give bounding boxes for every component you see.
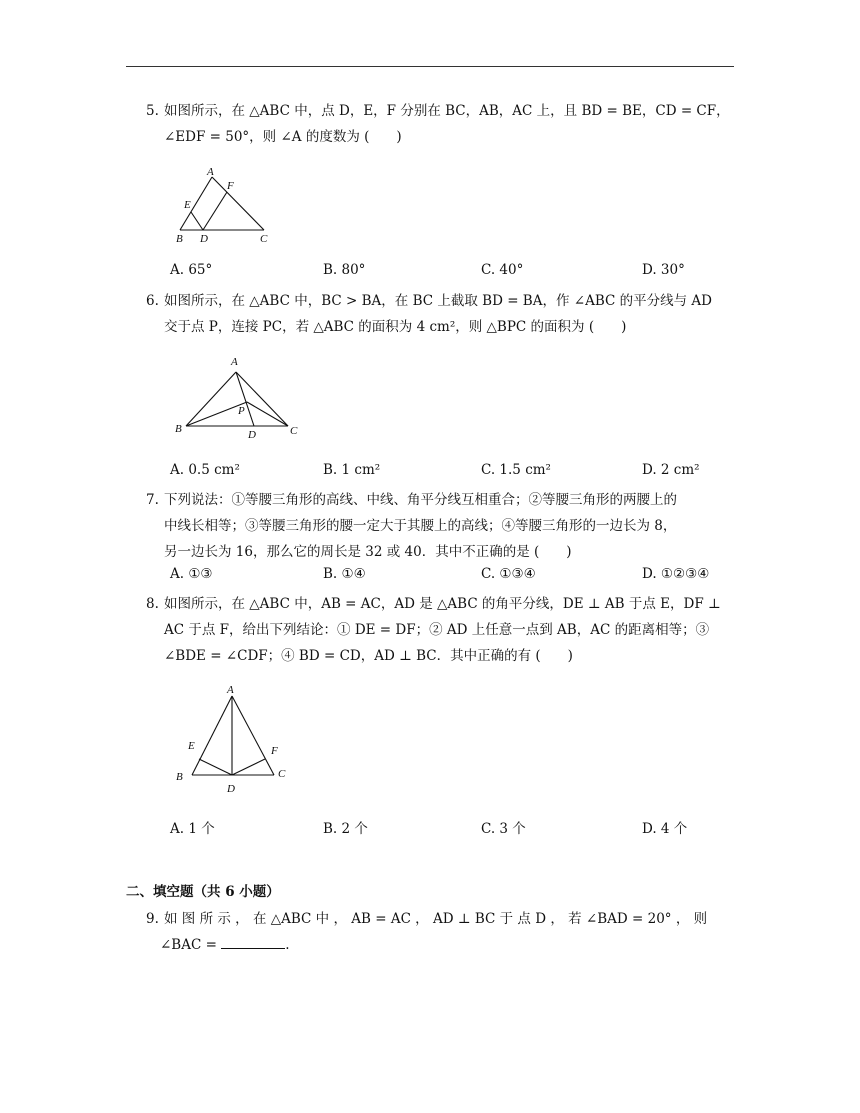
side-ac: [232, 696, 274, 775]
answer-blank[interactable]: [221, 934, 285, 949]
question-8-options: [170, 817, 730, 837]
question-6-options: [170, 462, 730, 482]
question-5: [146, 98, 734, 150]
question-number: 8.: [146, 596, 159, 612]
side-ab: [192, 696, 232, 775]
segment-df: [203, 192, 227, 230]
question-number: 6.: [146, 293, 159, 309]
label-c: C: [260, 233, 268, 245]
option-c[interactable]: C. 40°: [481, 262, 524, 278]
option-b[interactable]: B. 80°: [323, 262, 366, 278]
option-b[interactable]: B. 1 cm²: [323, 462, 381, 478]
label-b: B: [176, 771, 183, 783]
question-text-line-1: 如图所示，在 △ABC 中，点 D，E，F 分别在 BC，AB，AC 上，且 BD = BE，CD = CF，: [164, 103, 730, 119]
segment-de: [191, 212, 203, 230]
question-7: [146, 487, 734, 565]
label-e: E: [188, 740, 195, 752]
question-text-line-3: ∠BDE = ∠CDF；④ BD = CD，AD ⊥ BC．其中正确的有 ( ): [164, 648, 573, 664]
question-6: [146, 288, 734, 340]
side-ac: [236, 372, 288, 426]
label-p: P: [238, 405, 245, 417]
header-rule: [126, 66, 734, 67]
question-text-line-1: 如 图 所 示 ， 在 △ABC 中 ， AB = AC ， AD ⊥ BC 于 点 D ， 若 ∠BAD = 20° ， 则: [164, 911, 708, 927]
label-c: C: [278, 768, 286, 780]
label-a: A: [227, 684, 234, 696]
label-f: F: [271, 745, 278, 757]
question-6-figure: [170, 352, 305, 444]
segment-de: [199, 759, 232, 775]
option-a[interactable]: A. 1 个: [170, 821, 215, 837]
question-8-figure: [170, 680, 295, 800]
label-c: C: [290, 425, 298, 437]
question-text-line-2: ∠BAC =: [160, 937, 222, 953]
question-text-line-2: ∠EDF = 50°，则 ∠A 的度数为 ( ): [164, 129, 402, 145]
label-b: B: [176, 233, 183, 245]
label-d: D: [248, 429, 256, 441]
label-a: A: [207, 166, 214, 178]
question-number: 9.: [146, 911, 159, 927]
question-text-line-2: 中线长相等；③等腰三角形的腰一定大于其腰上的高线；④等腰三角形的一边长为 8，: [164, 518, 677, 534]
option-a[interactable]: A. ①③: [170, 566, 213, 582]
option-b[interactable]: B. 2 个: [323, 821, 368, 837]
option-c[interactable]: C. 3 个: [481, 821, 526, 837]
question-5-figure: [168, 164, 278, 250]
option-c[interactable]: C. ①③④: [481, 566, 536, 582]
option-d[interactable]: D. 4 个: [642, 821, 688, 837]
question-text-line-2: AC 于点 F，给出下列结论：① DE = DF；② AD 上任意一点到 AB，AC 的距离相等；③: [164, 622, 710, 638]
option-d[interactable]: D. 2 cm²: [642, 462, 700, 478]
option-a[interactable]: A. 65°: [170, 262, 213, 278]
option-a[interactable]: A. 0.5 cm²: [170, 462, 240, 478]
question-text-line-3: 另一边长为 16，那么它的周长是 32 或 40．其中不正确的是 ( ): [164, 544, 572, 560]
question-text-line-2-end: .: [285, 937, 290, 953]
option-d[interactable]: D. ①②③④: [642, 566, 710, 582]
question-number: 7.: [146, 492, 159, 508]
side-ab: [186, 372, 236, 426]
question-text-line-1: 下列说法：①等腰三角形的高线、中线、角平分线互相重合；②等腰三角形的两腰上的: [164, 492, 677, 508]
question-text-line-1: 如图所示，在 △ABC 中，AB = AC，AD 是 △ABC 的角平分线，DE ⊥ AB 于点 E，DF ⊥: [164, 596, 721, 612]
question-7-options: [170, 566, 730, 586]
label-f: F: [227, 180, 234, 192]
question-5-options: [170, 262, 730, 282]
question-8: [146, 591, 734, 669]
question-number: 5.: [146, 103, 159, 119]
label-d: D: [227, 783, 235, 795]
segment-ad: [236, 372, 254, 426]
question-9: [146, 906, 734, 958]
section-title: 二、填空题（共 6 小题）: [126, 884, 280, 900]
label-a: A: [231, 356, 238, 368]
option-d[interactable]: D. 30°: [642, 262, 685, 278]
label-d: D: [200, 233, 208, 245]
segment-df: [232, 759, 265, 775]
label-e: E: [184, 199, 191, 211]
label-b: B: [175, 423, 182, 435]
option-b[interactable]: B. ①④: [323, 566, 366, 582]
question-text-line-2: 交于点 P，连接 PC，若 △ABC 的面积为 4 cm²，则 △BPC 的面积为 ( ): [164, 319, 627, 335]
question-text-line-1: 如图所示，在 △ABC 中，BC > BA，在 BC 上截取 BD = BA，作 ∠ABC 的平分线与 AD: [164, 293, 712, 309]
option-c[interactable]: C. 1.5 cm²: [481, 462, 551, 478]
